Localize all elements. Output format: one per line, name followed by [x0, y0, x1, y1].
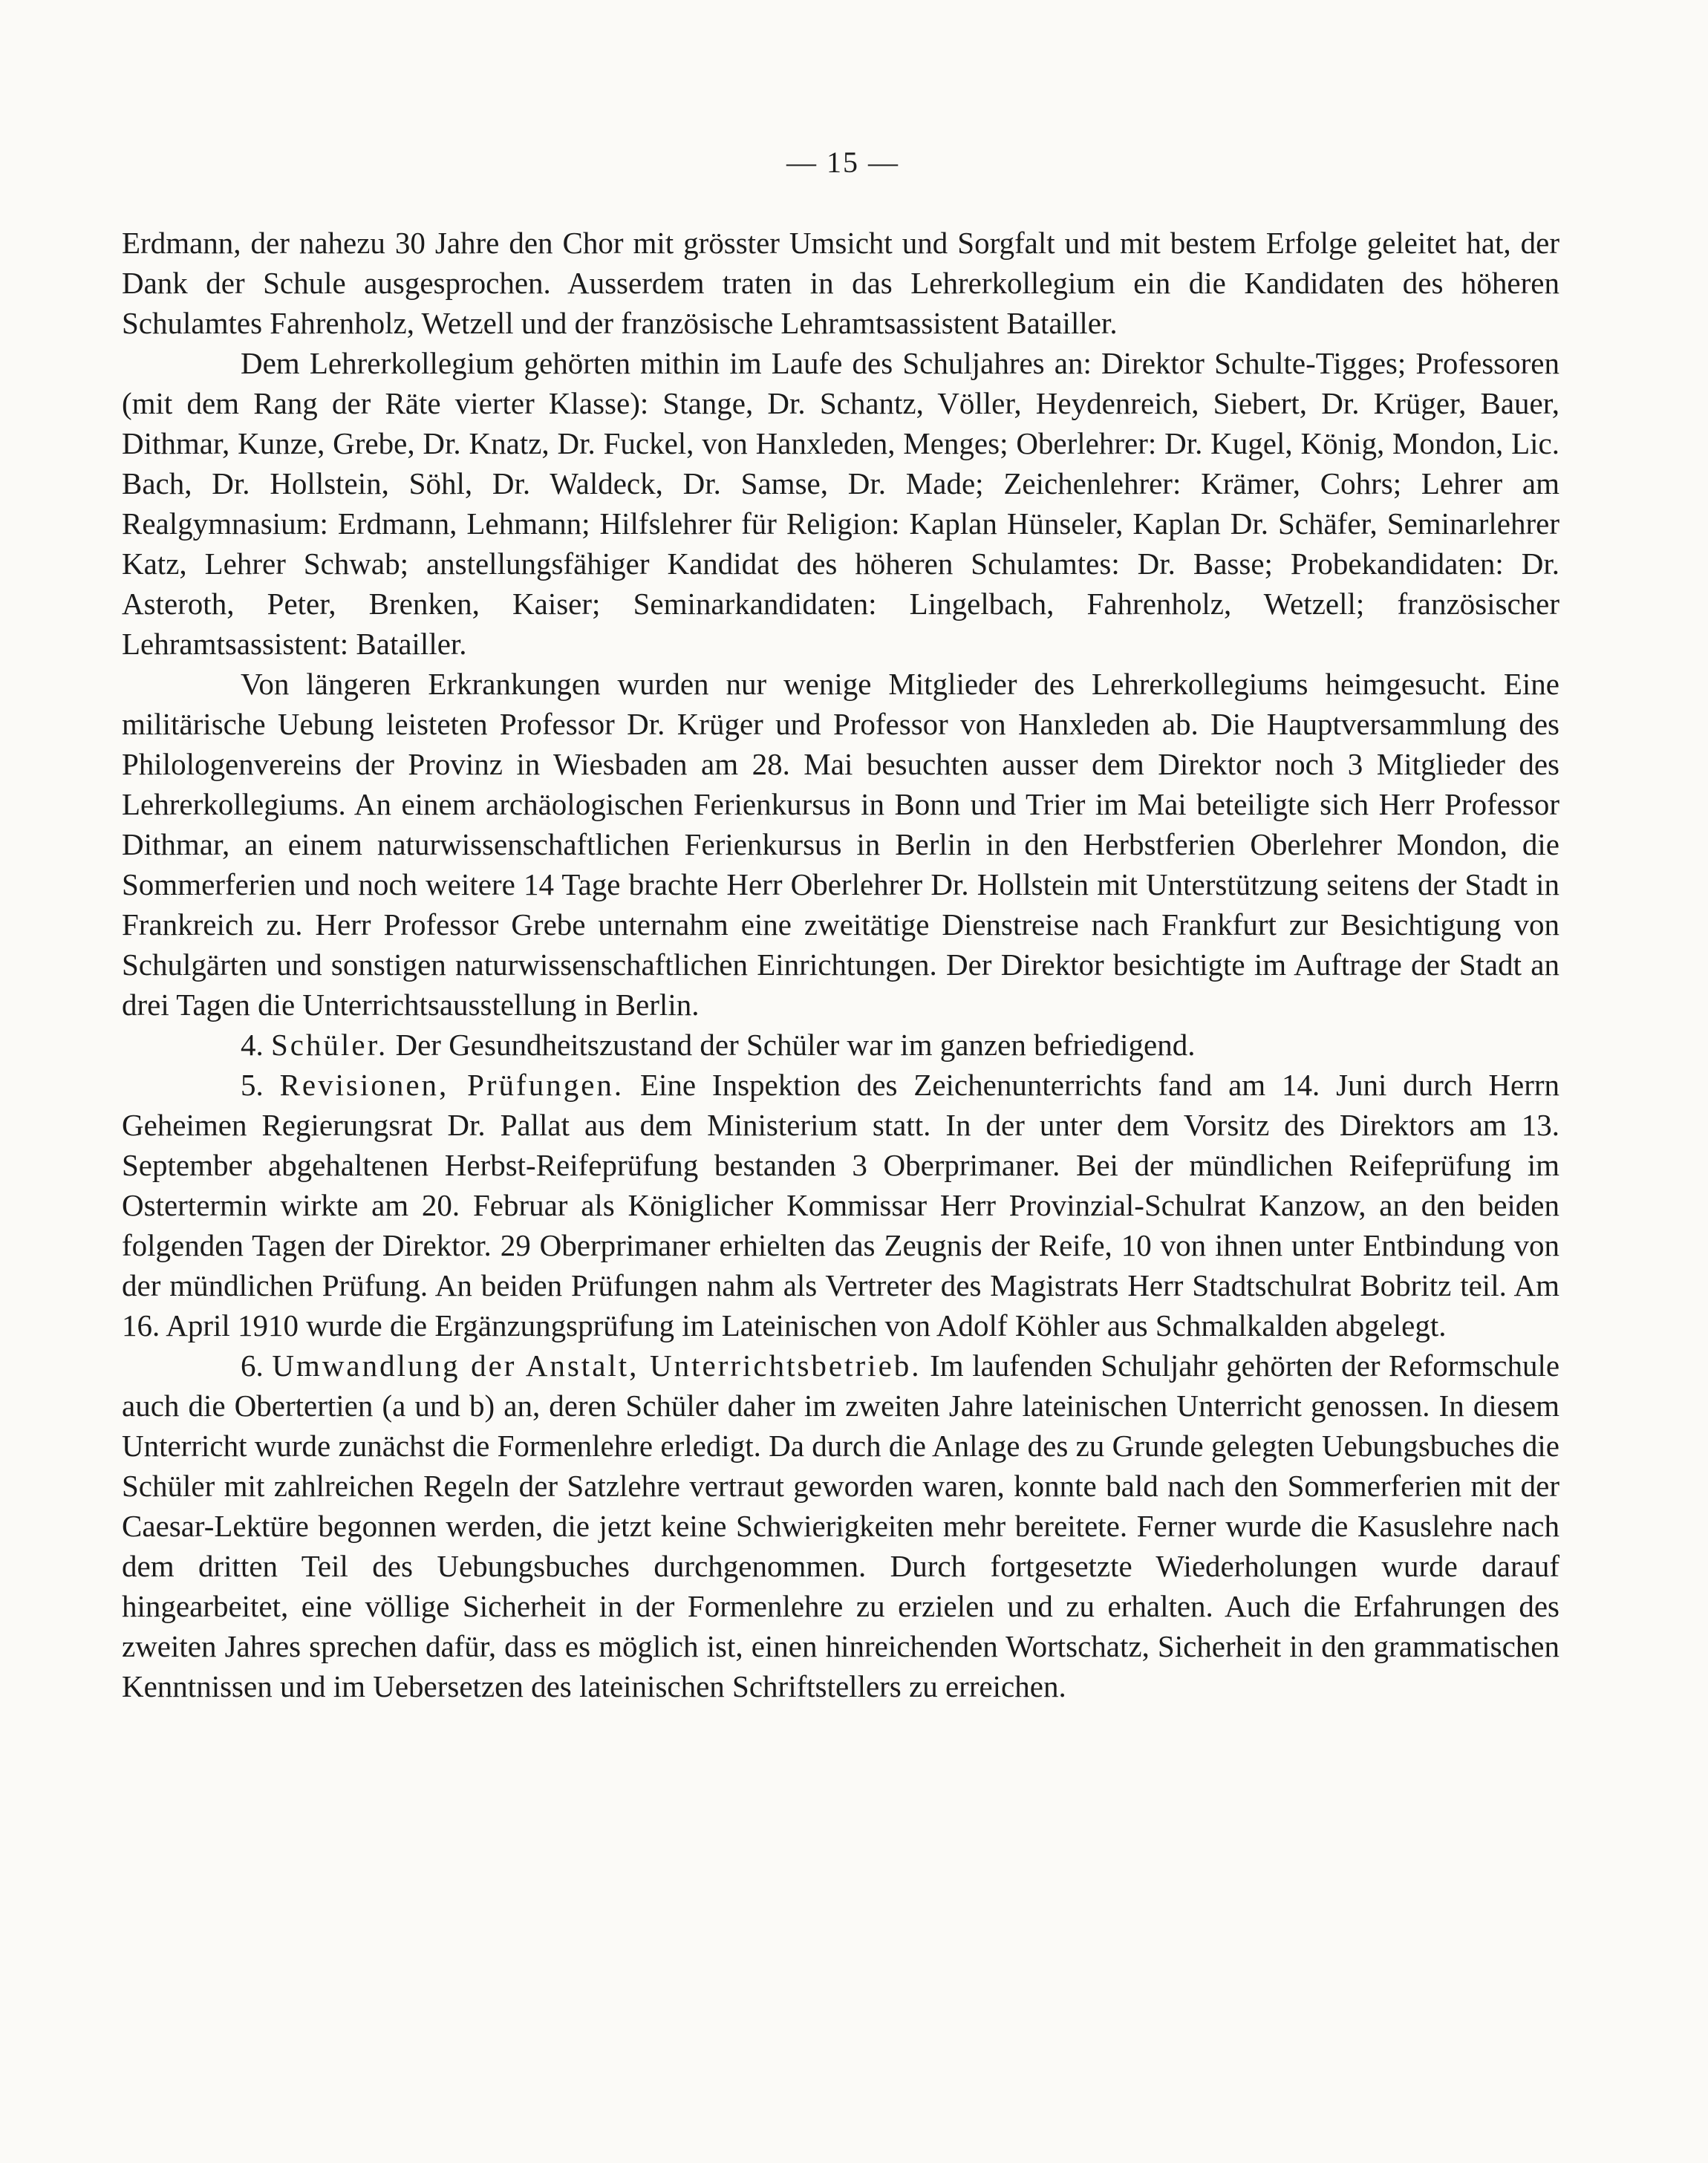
- section-5-revisions-exams: [122, 1065, 1559, 1345]
- paragraph-staff-list: [122, 343, 1559, 664]
- page-number: — 15 —: [786, 146, 899, 179]
- section-heading: Umwandlung der Anstalt, Unterrichtsbetrieb.: [272, 1348, 922, 1383]
- paragraph-text: Der Gesundheitszustand der Schüler war im ganzen befriedigend.: [395, 1028, 1196, 1062]
- section-4-students: [122, 1025, 1559, 1065]
- paragraph-text: Dem Lehrerkollegium gehörten mithin im Laufe des Schuljahres an: Direktor Schulte-Tigges; Professoren (mit dem Rang der Räte vierter Klasse): Stange, Dr. Schantz, Völler, Heydenreich, Siebert, Dr. Krüger, Bauer, Dithmar, Kunze, Grebe, Dr. Knatz, Dr. Fuckel, von Hanxleden, Menges; Oberlehrer: Dr. Kugel, König, Mondon, Lic. Bach, Dr. Hollstein, Söhl, Dr. Waldeck, Dr. Samse, Dr. Made; Zeichenlehrer: Krämer, Cohrs; Lehrer am Realgymnasium: Erdmann, Lehmann; Hilfslehrer für Religion: Kaplan Hünseler, Kaplan Dr. Schäfer, Seminarlehrer Katz, Lehrer Schwab; anstellungsfähiger Kandidat des höheren Schulamtes: Dr. Basse; Probekandidaten: Dr. Asteroth, Peter, Brenken, Kaiser; Seminarkandidaten: Lingelbach, Fahrenholz, Wetzell; französischer Lehramtsassistent: Batailler.: [122, 346, 1559, 661]
- body-text: [122, 223, 1559, 1706]
- paragraph-illness-and-courses: [122, 664, 1559, 1025]
- section-heading: Revisionen, Prüfungen.: [279, 1068, 625, 1102]
- section-number: 4.: [241, 1028, 264, 1062]
- paragraph-text: Von längeren Erkrankungen wurden nur wenige Mitglieder des Lehrerkollegiums heimgesucht. Eine militärische Uebung leisteten Professor Dr. Krüger und Professor von Hanxleden ab. Die Hauptversammlung des Philologenvereins der Provinz in Wiesbaden am 28. Mai besuchten ausser dem Direktor noch 3 Mitglieder des Lehrerkollegiums. An einem archäologischen Ferienkursus in Bonn und Trier im Mai beteiligte sich Herr Professor Dithmar, an einem naturwissenschaftlichen Ferienkursus in Berlin in den Herbstferien Oberlehrer Mondon, die Sommerferien und noch weitere 14 Tage brachte Herr Oberlehrer Dr. Hollstein mit Unterstützung seitens der Stadt in Frankreich zu. Herr Professor Grebe unternahm eine zweitätige Dienstreise nach Frankfurt zur Besichtigung von Schulgärten und sonstigen naturwissenschaftlichen Einrichtungen. Der Direktor besichtigte im Auftrage der Stadt an drei Tagen die Unterrichtsausstellung in Berlin.: [122, 667, 1559, 1022]
- section-number: 6.: [241, 1348, 264, 1383]
- section-heading: Schüler.: [271, 1028, 388, 1062]
- paragraph-teacher-changes: [122, 223, 1559, 343]
- paragraph-text: Im laufenden Schuljahr gehörten der Reformschule auch die Obertertien (a und b) an, deren Schüler daher im zweiten Jahre lateinischen Unterricht genossen. In diesem Unterricht wurde zunächst die Formenlehre erledigt. Da durch die Anlage des zu Grunde gelegten Uebungsbuches die Schüler mit zahlreichen Regeln der Satzlehre vertraut geworden waren, konnte bald nach den Sommerferien mit der Caesar-Lektüre begonnen werden, die jetzt keine Schwierigkeiten mehr bereitete. Ferner wurde die Kasuslehre nach dem dritten Teil des Uebungsbuches durchgenommen. Durch fortgesetzte Wiederholungen wurde darauf hingearbeitet, eine völlige Sicherheit in der Formenlehre zu erzielen und zu erhalten. Auch die Erfahrungen des zweiten Jahres sprechen dafür, dass es möglich ist, einen hinreichenden Wortschatz, Sicherheit in den grammatischen Kenntnissen und im Uebersetzen des lateinischen Schriftstellers zu erreichen.: [122, 1348, 1560, 1703]
- section-6-transformation-teaching: [122, 1345, 1559, 1706]
- section-number: 5.: [241, 1068, 264, 1102]
- paragraph-text: Eine Inspektion des Zeichenunterrichts fand am 14. Juni durch Herrn Geheimen Regierungsrat Dr. Pallat aus dem Ministerium statt. In der unter dem Vorsitz des Direktors am 13. September abgehaltenen Herbst-Reifeprüfung bestanden 3 Oberprimaner. Bei der mündlichen Reifeprüfung im Ostertermin wirkte am 20. Februar als Königlicher Kommissar Herr Provinzial-Schulrat Kanzow, an den beiden folgenden Tagen der Direktor. 29 Oberprimaner erhielten das Zeugnis der Reife, 10 von ihnen unter Entbindung von der mündlichen Prüfung. An beiden Prüfungen nahm als Vertreter des Magistrats Herr Stadtschulrat Bobritz teil. Am 16. April 1910 wurde die Ergänzungsprüfung im Lateinischen von Adolf Köhler aus Schmalkalden abgelegt.: [122, 1068, 1559, 1343]
- paragraph-text: Erdmann, der nahezu 30 Jahre den Chor mit grösster Umsicht und Sorgfalt und mit bestem Erfolge geleitet hat, der Dank der Schule ausgesprochen. Ausserdem traten in das Lehrerkollegium ein die Kandidaten des höheren Schulamtes Fahrenholz, Wetzell und der französische Lehramtsassistent Batailler.: [122, 226, 1559, 340]
